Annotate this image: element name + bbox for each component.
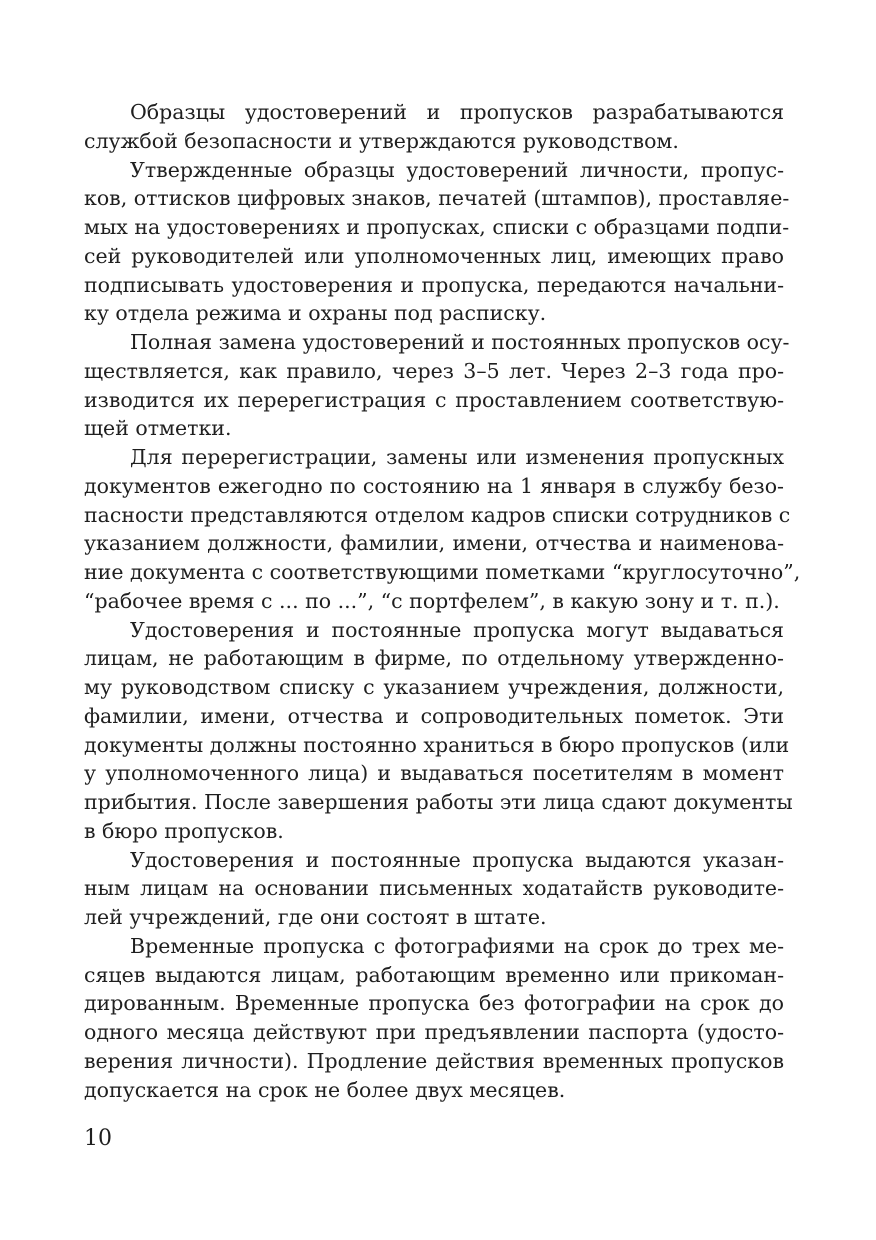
text-line: щей отметки. <box>84 416 232 441</box>
text-line: Образцы удостоверений и пропусков разрабатываются <box>130 100 784 124</box>
text-line: подписывать удостоверения и пропуска, передаются начальни- <box>84 272 784 297</box>
text-line: сей руководителей или уполномоченных лиц, имеющих право <box>84 243 784 268</box>
text-line: Утвержденные образцы удостоверений личности, пропус- <box>130 157 784 182</box>
text-line: в бюро пропусков. <box>84 818 284 843</box>
text-line: пасности представляются отделом кадров списки сотрудников с <box>84 502 791 527</box>
text-line: ществляется, как правило, через 3–5 лет. Через 2–3 года про- <box>84 358 784 383</box>
paragraph <box>84 846 784 932</box>
text-line: у уполномоченного лица) и выдаваться посетителям в момент <box>84 761 784 786</box>
text-line: изводится их перерегистрация с проставлением соответствую- <box>84 387 784 412</box>
paragraph <box>84 328 790 443</box>
text-line: сяцев выдаются лицам, работающим временно или прикоман- <box>84 962 784 987</box>
text-line: ку отдела режима и охраны под расписку. <box>84 301 547 326</box>
text-line: верения личности). Продление действия временных пропусков <box>84 1048 784 1073</box>
text-line: прибытия. После завершения работы эти лица сдают документы <box>84 790 793 814</box>
text-line: лей учреждений, где они состоят в штате. <box>84 905 547 929</box>
text-line: указанием должности, фамилии, имени, отчества и наименова- <box>84 531 784 556</box>
text-line: мых на удостоверениях и пропусках, списки с образцами подпи- <box>84 215 790 239</box>
text-line: Полная замена удостоверений и постоянных пропусков осу- <box>130 330 790 354</box>
text-line: документов ежегодно по состоянию на 1 января в службу безо- <box>84 473 784 498</box>
text-line: лицам, не работающим в фирме, по отдельному утвержденно- <box>84 646 784 671</box>
page-number: 10 <box>84 1126 112 1151</box>
text-line: Временные пропуска с фотографиями на срок до трех ме- <box>130 933 784 958</box>
paragraph <box>84 932 784 1105</box>
text-line: ков, оттисков цифровых знаков, печатей (штампов), проставляе- <box>84 186 790 211</box>
text-line: фамилии, имени, отчества и сопроводительных пометок. Эти <box>84 703 784 728</box>
text-line: допускается на срок не более двух месяцев. <box>84 1077 566 1102</box>
text-line: Для перерегистрации, замены или изменения пропускных <box>130 445 784 469</box>
paragraph <box>84 156 790 329</box>
text-line: му руководством списку с указанием учреждения, должности, <box>84 675 784 699</box>
text-line: ным лицам на основании письменных ходатайств руководите- <box>84 876 784 901</box>
text-line: дированным. Временные пропуска без фотографии на срок до <box>84 991 784 1016</box>
paragraph <box>84 443 801 616</box>
paragraph <box>84 98 784 156</box>
text-line: Удостоверения и постоянные пропуска выдаются указан- <box>130 847 784 872</box>
text-line: “рабочее время с ... по ...”, “с портфелем”, в какую зону и т. п.). <box>84 588 780 613</box>
text-line: документы должны постоянно храниться в бюро пропусков (или <box>84 732 790 757</box>
text-line: службой безопасности и утверждаются руководством. <box>84 128 679 153</box>
text-line: Удостоверения и постоянные пропуска могут выдаваться <box>130 617 784 642</box>
text-line: ние документа с соответствующими пометками “круглосуточно”, <box>84 560 801 584</box>
page-body <box>84 98 801 1104</box>
text-line: одного месяца действуют при предъявлении паспорта (удосто- <box>84 1020 784 1044</box>
paragraph <box>84 616 793 846</box>
